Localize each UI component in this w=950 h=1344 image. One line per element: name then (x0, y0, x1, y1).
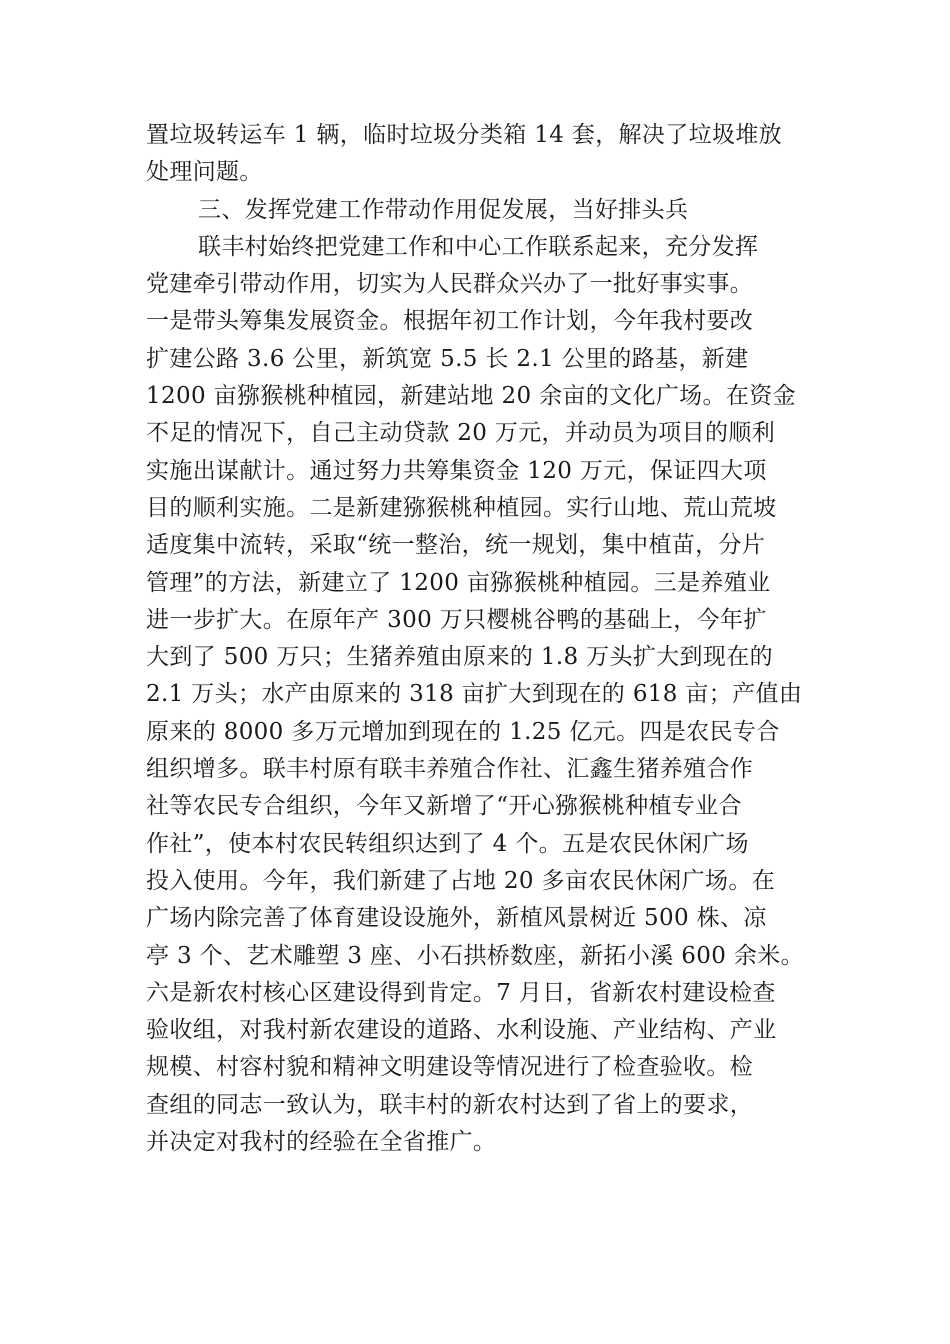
text-line: 亭 3 个、艺术雕塑 3 座、小石拱桥数座，新拓小溪 600 余米。 (146, 942, 804, 969)
text-line: 查组的同志一致认为，联丰村的新农村达到了省上的要求， (146, 1091, 754, 1118)
text-line: 并决定对我村的经验在全省推广。 (146, 1129, 497, 1156)
text-line: 大到了 500 万只；生猪养殖由原来的 1.8 万头扩大到现在的 (146, 644, 773, 671)
text-line: 管理”的方法，新建立了 1200 亩猕猴桃种植园。三是养殖业 (146, 569, 771, 596)
text-line: 置垃圾转运车 1 辆，临时垃圾分类箱 14 套，解决了垃圾堆放 (146, 122, 782, 148)
text-line: 2.1 万头；水产由原来的 318 亩扩大到现在的 618 亩；产值由 (146, 681, 803, 708)
text-line: 验收组，对我村新农建设的道路、水利设施、产业结构、产业 (146, 1017, 777, 1044)
text-line: 处理问题。 (146, 159, 263, 186)
text-line: 目的顺利实施。二是新建猕猴桃种植园。实行山地、荒山荒坡 (146, 494, 777, 521)
text-line: 六是新农村核心区建设得到肯定。7 月日，省新农村建设检查 (146, 979, 776, 1006)
text-line: 社等农民专合组织，今年又新增了“开心猕猴桃种植专业合 (146, 793, 742, 820)
text-line: 适度集中流转，采取“统一整治，统一规划，集中植苗，分片 (146, 532, 766, 559)
text-line: 不足的情况下，自己主动贷款 20 万元，并动员为项目的顺利 (146, 420, 776, 447)
text-line: 一是带头筹集发展资金。根据年初工作计划，今年我村要改 (146, 308, 754, 335)
text-line: 原来的 8000 多万元增加到现在的 1.25 亿元。四是农民专合 (146, 718, 780, 745)
text-line: 扩建公路 3.6 公里，新筑宽 5.5 长 2.1 公里的路基，新建 (146, 345, 749, 372)
text-line: 1200 亩猕猴桃种植园，新建站地 20 余亩的文化广场。在资金 (146, 383, 796, 410)
paragraph-first-line: 联丰村始终把党建工作和中心工作联系起来，充分发挥 (198, 233, 759, 260)
text-line: 组织增多。联丰村原有联丰养殖合作社、汇鑫生猪养殖合作 (146, 756, 754, 783)
text-line: 进一步扩大。在原年产 300 万只樱桃谷鸭的基础上，今年扩 (146, 606, 767, 633)
text-line: 作社”，使本村农民转组织达到了 4 个。五是农民休闲广场 (146, 830, 749, 857)
text-line: 规模、村容村貌和精神文明建设等情况进行了检查验收。检 (146, 1054, 754, 1081)
text-line: 党建牵引带动作用，切实为人民群众兴办了一批好事实事。 (146, 271, 754, 298)
text-line: 实施出谋献计。通过努力共筹集资金 120 万元，保证四大项 (146, 457, 767, 484)
text-line: 投入使用。今年，我们新建了占地 20 多亩农民休闲广场。在 (146, 867, 776, 894)
text-line: 广场内除完善了体育建设设施外，新植风景树近 500 株、凉 (146, 905, 767, 932)
document-body (146, 117, 810, 1161)
section-heading: 三、发挥党建工作带动作用促发展，当好排头兵 (198, 196, 689, 223)
